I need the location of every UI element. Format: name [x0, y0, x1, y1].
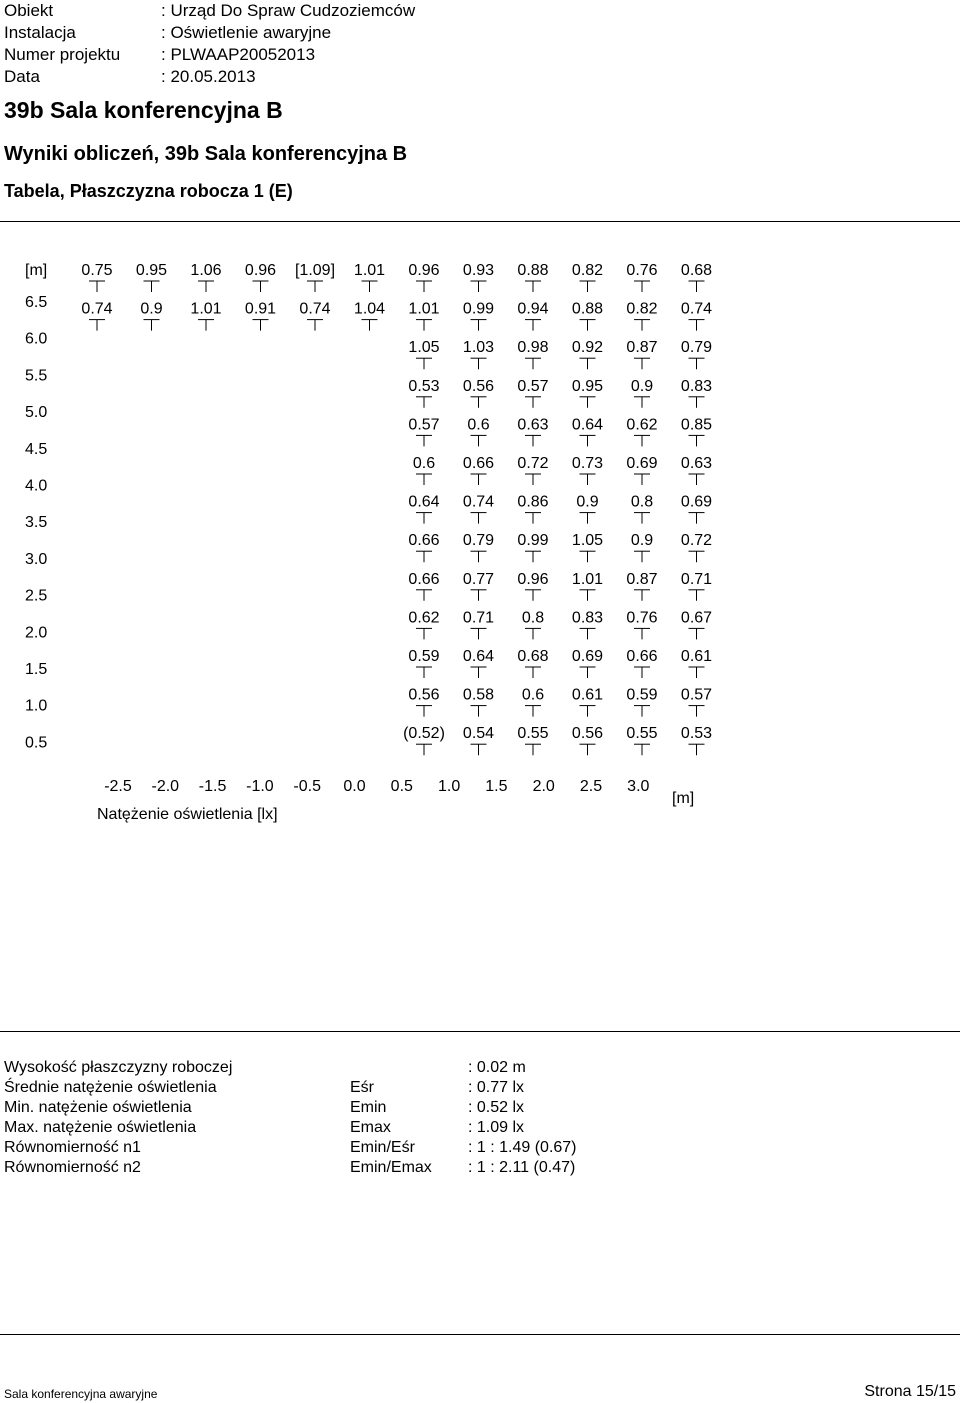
grid-value: 0.69 — [626, 455, 658, 472]
x-tick-label: 1.5 — [485, 778, 508, 795]
grid-value: 0.74 — [299, 300, 331, 318]
grid-value: 0.77 — [462, 570, 495, 588]
summary-label: Równomierność n2 — [4, 1159, 141, 1176]
summary-symbol: Emin/Eśr — [350, 1139, 415, 1156]
grid-value: 0.68 — [517, 648, 549, 665]
grid-value: 0.87 — [626, 570, 658, 588]
grid-value: 0.99 — [517, 532, 549, 550]
grid-value: 1.01 — [353, 262, 386, 279]
header-key: Obiekt — [4, 1, 54, 20]
grid-value: 0.6 — [521, 686, 545, 704]
header-row-object — [4, 0, 415, 22]
header-value: : Urząd Do Spraw Cudzoziemców — [161, 1, 416, 20]
section-title: Tabela, Płaszczyzna robocza 1 (E) — [4, 181, 293, 201]
header-row-project-number — [4, 44, 415, 66]
grid-value: 0.69 — [571, 648, 604, 665]
top-divider — [0, 221, 960, 222]
grid-value: 0.72 — [517, 455, 549, 472]
header-key: Data — [4, 67, 40, 86]
y-tick-label: 2.0 — [25, 624, 48, 642]
grid-value: 0.95 — [571, 377, 604, 395]
summary-row — [4, 1098, 577, 1118]
grid-value: 0.53 — [408, 377, 440, 395]
results-subtitle: Wyniki obliczeń, 39b Sala konferencyjna B — [4, 143, 408, 165]
grid-value: 0.64 — [462, 648, 495, 665]
grid-value: 0.74 — [462, 493, 495, 511]
grid-value: 0.93 — [462, 262, 495, 279]
y-tick-label: 6.0 — [25, 330, 48, 348]
grid-value: [1.09] — [294, 262, 336, 279]
summary-value: : 1 : 1.49 (0.67) — [468, 1139, 577, 1156]
summary-label: Średnie natężenie oświetlenia — [4, 1079, 217, 1096]
grid-value: 0.9 — [140, 300, 163, 318]
grid-value: 0.53 — [680, 725, 713, 743]
page-title: 39b Sala konferencyjna B — [4, 97, 283, 123]
y-tick-label: 1.5 — [25, 661, 48, 678]
grid-value: 0.75 — [81, 262, 113, 279]
summary-row — [4, 1078, 577, 1098]
grid-value: 0.83 — [571, 609, 604, 627]
grid-value: 0.57 — [517, 377, 549, 395]
header-value: : PLWAAP20052013 — [161, 45, 316, 64]
grid-value: 0.76 — [626, 609, 658, 627]
y-axis-unit: [m] — [25, 262, 48, 279]
header-value: : 20.05.2013 — [161, 67, 256, 86]
grid-value: 0.63 — [517, 416, 549, 434]
grid-value: (0.52) — [403, 725, 445, 743]
grid-value: 1.04 — [353, 300, 386, 318]
summary-row — [4, 1118, 577, 1138]
x-tick-label: 1.0 — [437, 778, 461, 795]
grid-value: 0.96 — [244, 262, 277, 279]
grid-value: 0.99 — [462, 300, 495, 318]
grid-value: 0.61 — [680, 648, 713, 665]
grid-value: 0.74 — [81, 300, 113, 318]
y-tick-label: 3.0 — [25, 550, 48, 568]
y-tick-label: 5.0 — [25, 404, 48, 422]
summary-label: Wysokość płaszczyzny roboczej — [4, 1059, 233, 1076]
grid-value: 1.01 — [190, 300, 222, 318]
grid-value: 0.98 — [517, 339, 549, 357]
y-tick-label: 3.5 — [25, 514, 48, 532]
grid-value: 0.87 — [626, 339, 658, 357]
x-tick-label: -1.5 — [198, 778, 227, 795]
footer-document-name: Sala konferencyjna awaryjne — [4, 1387, 158, 1401]
summary-row — [4, 1158, 577, 1178]
summary-row — [4, 1138, 577, 1158]
grid-value: 0.73 — [571, 455, 604, 472]
summary-label: Równomierność n1 — [4, 1139, 141, 1156]
header-key: Numer projektu — [4, 45, 121, 64]
x-tick-label: -2.5 — [104, 778, 132, 795]
grid-value: 0.61 — [571, 686, 604, 704]
grid-value: 0.69 — [680, 493, 713, 511]
grid-value: 0.64 — [571, 416, 604, 434]
summary-row — [4, 1058, 577, 1078]
grid-value: 0.88 — [571, 300, 604, 318]
grid-value: 0.82 — [626, 300, 658, 318]
grid-value: 0.66 — [462, 455, 495, 472]
summary-label: Max. natężenie oświetlenia — [4, 1119, 197, 1136]
x-tick-label: 2.0 — [532, 778, 555, 795]
summary-value: : 0.52 lx — [468, 1099, 525, 1116]
grid-value: 0.55 — [517, 725, 549, 743]
grid-value: 0.62 — [626, 416, 658, 434]
y-tick-label: 1.0 — [25, 697, 48, 715]
grid-value: 0.79 — [680, 339, 713, 357]
grid-value: 0.59 — [626, 686, 658, 704]
summary-value: : 0.77 lx — [468, 1079, 525, 1096]
summary-value: : 1 : 2.11 (0.47) — [468, 1159, 576, 1176]
summary-label: Min. natężenie oświetlenia — [4, 1099, 192, 1116]
y-tick-label: 2.5 — [25, 587, 48, 605]
grid-value: 1.01 — [408, 300, 440, 318]
grid-value: 0.56 — [571, 725, 604, 743]
grid-value: 0.55 — [626, 725, 658, 743]
x-tick-label: 0.5 — [390, 778, 413, 795]
summary-value: : 0.02 m — [468, 1059, 526, 1076]
grid-value: 0.66 — [408, 532, 440, 550]
grid-value: 0.83 — [680, 377, 713, 395]
x-tick-label: -0.5 — [293, 778, 321, 795]
summary-symbol: Emin — [350, 1099, 387, 1116]
y-tick-label: 5.5 — [25, 367, 48, 385]
grid-value: 0.71 — [680, 570, 713, 588]
grid-value: 0.92 — [571, 339, 604, 357]
x-tick-label: -1.0 — [246, 778, 274, 795]
grid-value: 0.66 — [626, 648, 658, 665]
grid-value: 0.9 — [630, 377, 654, 395]
y-tick-label: 0.5 — [25, 734, 48, 752]
grid-value: 0.66 — [408, 570, 440, 588]
grid-value: 0.86 — [517, 493, 549, 511]
grid-value: 0.91 — [244, 300, 277, 318]
grid-value: 1.03 — [462, 339, 495, 357]
summary-symbol: Eśr — [350, 1079, 374, 1096]
x-tick-label: -2.0 — [151, 778, 180, 795]
header-info — [4, 0, 415, 88]
grid-value: 0.54 — [462, 725, 495, 743]
y-tick-label: 4.5 — [25, 440, 48, 458]
grid-value: 0.96 — [408, 262, 440, 279]
x-axis-unit: [m] — [672, 790, 695, 807]
footer-divider — [0, 1334, 960, 1335]
x-tick-label: 0.0 — [343, 778, 366, 795]
y-tick-label: 6.5 — [25, 294, 48, 311]
grid-value: 0.57 — [408, 416, 440, 434]
grid-value: 1.06 — [190, 262, 222, 279]
grid-value: 0.79 — [462, 532, 495, 550]
summary-symbol: Emax — [350, 1119, 391, 1136]
header-row-date — [4, 66, 415, 88]
grid-value: 0.71 — [462, 609, 495, 627]
grid-value: 0.95 — [135, 262, 168, 279]
grid-value: 0.96 — [517, 570, 549, 588]
grid-value: 1.05 — [408, 339, 440, 357]
grid-value: 0.8 — [630, 493, 654, 511]
grid-value: 0.9 — [630, 532, 654, 550]
summary-table — [4, 1058, 577, 1178]
header-value: : Oświetlenie awaryjne — [161, 23, 332, 42]
value-unit-label: Natężenie oświetlenia [lx] — [97, 806, 278, 823]
grid-value: 0.88 — [517, 262, 549, 279]
grid-value: 1.01 — [571, 570, 604, 588]
summary-value: : 1.09 lx — [468, 1119, 525, 1136]
grid-value: 0.59 — [408, 648, 440, 665]
grid-value: 0.62 — [408, 609, 440, 627]
x-tick-label: 3.0 — [627, 778, 650, 795]
grid-value: 0.67 — [680, 609, 713, 627]
grid-value: 0.63 — [680, 455, 713, 472]
grid-value: 0.94 — [517, 300, 549, 318]
grid-value: 0.8 — [521, 609, 545, 627]
grid-value: 0.74 — [680, 300, 713, 318]
grid-value: 0.56 — [408, 686, 440, 704]
grid-value: 0.58 — [462, 686, 495, 704]
y-tick-label: 4.0 — [25, 477, 48, 495]
footer-page-number: Strona 15/15 — [864, 1383, 956, 1400]
grid-value: 0.64 — [408, 493, 440, 511]
grid-value: 0.6 — [467, 416, 490, 434]
summary-symbol: Emin/Emax — [350, 1159, 432, 1176]
grid-value: 0.76 — [626, 262, 658, 279]
grid-value: 0.57 — [680, 686, 713, 704]
grid-value: 0.6 — [412, 455, 436, 472]
grid-value: 0.72 — [680, 532, 713, 550]
grid-value: 0.68 — [680, 262, 713, 279]
x-tick-label: 2.5 — [579, 778, 603, 795]
grid-value: 1.05 — [571, 532, 604, 550]
grid-value: 0.56 — [462, 377, 495, 395]
grid-value: 0.85 — [680, 416, 713, 434]
header-row-installation — [4, 22, 415, 44]
grid-value: 0.82 — [571, 262, 604, 279]
header-key: Instalacja — [4, 23, 76, 42]
illuminance-grid — [0, 255, 960, 815]
grid-value: 0.9 — [576, 493, 599, 511]
summary-top-divider — [0, 1031, 960, 1032]
